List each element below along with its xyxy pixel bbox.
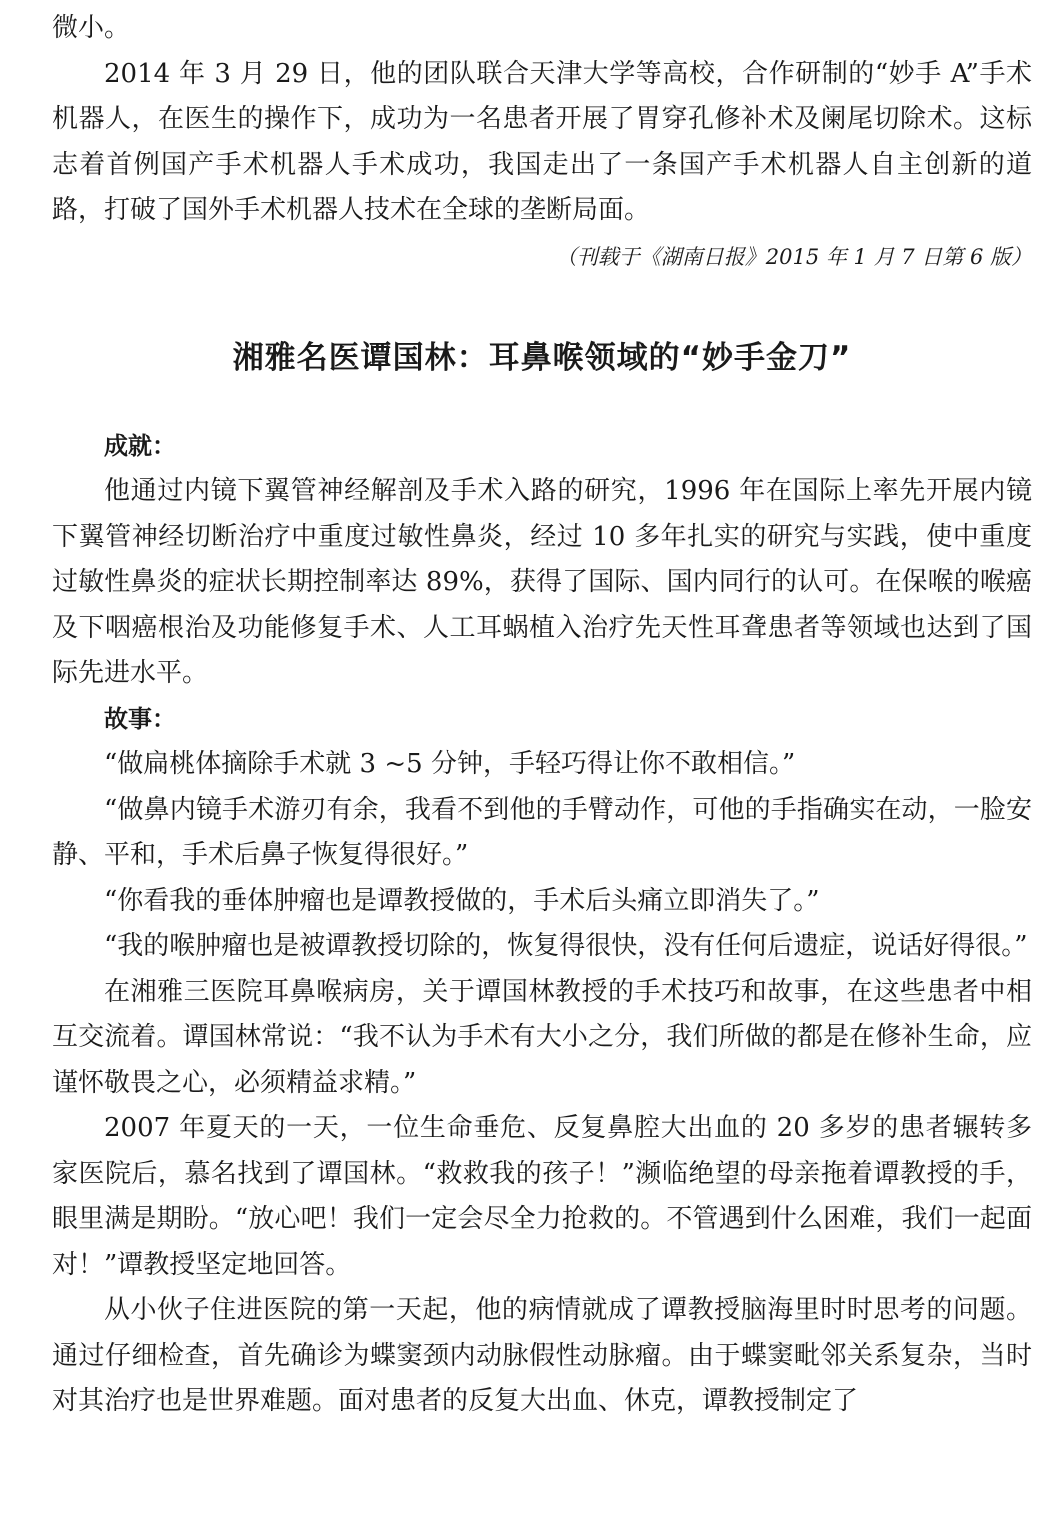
section-heading-story: 故事： xyxy=(104,704,176,733)
article-title: 湘雅名医谭国林：耳鼻喉领域的“妙手金刀” xyxy=(232,339,852,376)
quote-larynx: “我的喉肿瘤也是被谭教授切除的，恢复得很快，没有任何后遗症，说话好得很。” xyxy=(104,931,1028,961)
quote-pituitary: “你看我的垂体肿瘤也是谭教授做的，手术后头痛立即消失了。” xyxy=(104,885,820,916)
document-page xyxy=(52,6,1032,1425)
paragraph-continuation: 微小。 xyxy=(52,13,131,43)
publication-credit: （刊载于《湖南日报》2015 年 1 月 7 日第 6 版） xyxy=(555,244,1032,269)
quote-tonsil: “做扁桃体摘除手术就 3 ~5 分钟，手轻巧得让你不敢相信。” xyxy=(104,749,796,779)
paragraph-diagnosis: 从小伙子住进医院的第一天起，他的病情就成了谭教授脑海里时时思考的问题。通过仔细检查，首先确诊为蝶窦颈内动脉假性动脉瘤。由于蝶窦毗邻关系复杂，当时对其治疗也是世界难题。面对患者的反复大出血、休克，谭教授制定了 xyxy=(52,1295,1032,1416)
quote-endoscope: “做鼻内镜手术游刃有余，我看不到他的手臂动作，可他的手指确实在动，一脸安静、平和，手术后鼻子恢复得很好。” xyxy=(52,794,1032,870)
section-heading-achievement: 成就： xyxy=(104,431,176,460)
paragraph-2007: 2007 年夏天的一天，一位生命垂危、反复鼻腔大出血的 20 多岁的患者辗转多家医院后，慕名找到了谭国林。“救救我的孩子！”濒临绝望的母亲拖着谭教授的手，眼里满是期盼。“放心吧！我们一定会尽全力抢救的。不管遇到什么困难，我们一起面对！”谭教授坚定地回答。 xyxy=(52,1113,1032,1280)
paragraph-robot: 2014 年 3 月 29 日，他的团队联合天津大学等高校，合作研制的“妙手 A”手术机器人，在医生的操作下，成功为一名患者开展了胃穿孔修补术及阑尾切除术。这标志着首例国产手术机器人手术成功，我国走出了一条国产手术机器人自主创新的道路，打破了国外手术机器人技术在全球的垄断局面。 xyxy=(52,58,1032,225)
paragraph-ward: 在湘雅三医院耳鼻喉病房，关于谭国林教授的手术技巧和故事，在这些患者中相互交流着。谭国林常说：“我不认为手术有大小之分，我们所做的都是在修补生命，应谨怀敬畏之心，必须精益求精。” xyxy=(52,976,1032,1098)
paragraph-achievement: 他通过内镜下翼管神经解剖及手术入路的研究，1996 年在国际上率先开展内镜下翼管神经切断治疗中重度过敏性鼻炎，经过 10 多年扎实的研究与实践，使中重度过敏性鼻炎的症状长期控制率达 89%，获得了国际、国内同行的认可。在保喉的喉癌及下咽癌根治及功能修复手术、人工耳蜗植入治疗先天性耳聋患者等领域也达到了国际先进水平。 xyxy=(52,476,1032,688)
